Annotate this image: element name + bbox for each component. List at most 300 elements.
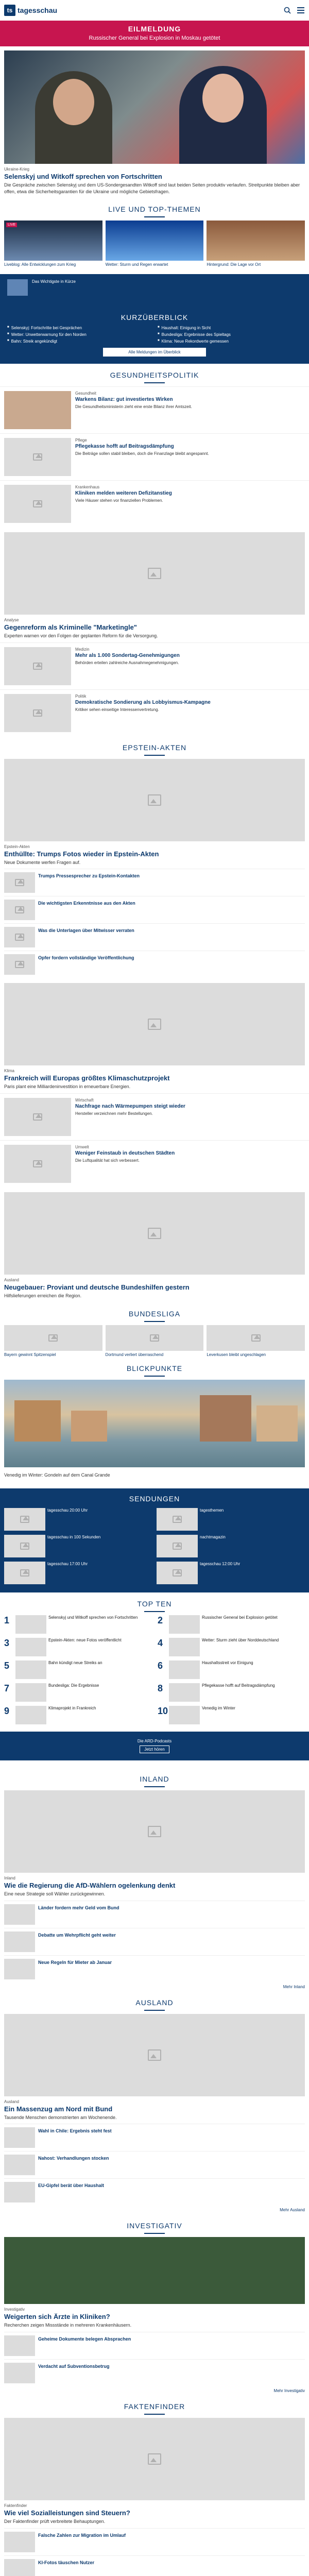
rank-number: 4 [158, 1638, 163, 1649]
bundesliga-strip [0, 1325, 309, 1357]
caption: tagesschau in 100 Sekunden [47, 1535, 101, 1540]
list-item[interactable] [0, 386, 309, 433]
live-caption: Wetter: Sturm und Regen erwartet [105, 262, 168, 267]
caption: Wetter: Sturm zieht über Norddeutschland [202, 1638, 279, 1643]
topline: Epstein-Akten [4, 844, 30, 849]
headline[interactable]: Nachfrage nach Wärmepumpen steigt wieder [75, 1103, 185, 1109]
sendung-card[interactable] [4, 1535, 152, 1557]
feature-image[interactable] [4, 2237, 305, 2304]
overview-thumbnail [7, 279, 28, 296]
article-thumbnail [169, 1660, 200, 1679]
image-placeholder-icon [33, 453, 42, 461]
feature-image[interactable] [4, 759, 305, 841]
bundesliga-title: BUNDESLIGA [128, 1309, 181, 1318]
sendung-card[interactable] [157, 1562, 305, 1584]
topten-item[interactable] [4, 1706, 151, 1724]
teaser: Eine neue Strategie soll Wähler zurückgewinnen. [4, 1891, 106, 1897]
topline: Ausland [4, 1277, 19, 1282]
headline[interactable]: Neugebauer: Proviant und deutsche Bundeshilfen gestern [4, 1283, 190, 1291]
image-placeholder-icon [15, 906, 24, 913]
title-rule [144, 1786, 165, 1787]
list-item[interactable] [4, 2124, 305, 2151]
menu-icon[interactable] [297, 6, 305, 14]
headline[interactable]: Enthüllte: Trumps Fotos wieder in Epstein-Akten [4, 850, 159, 858]
live-caption: Hintergrund: Die Lage vor Ort [207, 262, 261, 267]
blickpunkte-title: BLICKPUNKTE [126, 1364, 183, 1372]
teaser: Der Faktenfinder prüft verbreitete Behauptungen. [4, 2518, 106, 2524]
overview-top-text: Das Wichtigste in Kürze [32, 279, 76, 284]
title-rule [144, 755, 165, 756]
topline: Wirtschaft [75, 1097, 94, 1103]
list-item[interactable] [4, 2528, 305, 2555]
breaking-news-banner[interactable] [0, 21, 309, 46]
caption: tagesthemen [200, 1508, 224, 1513]
image-placeholder-icon [251, 1334, 261, 1342]
list-item[interactable] [4, 896, 305, 923]
small-list [0, 2332, 309, 2386]
article-thumbnail [4, 2559, 35, 2576]
headline[interactable]: Verdacht auf Subventionsbetrug [38, 2363, 110, 2369]
small-list [0, 2124, 309, 2206]
section-title-ausland [0, 1991, 309, 2014]
live-title: LIVE UND TOP-THEMEN [108, 205, 201, 214]
more-investigativ-link[interactable]: Mehr Investigativ [273, 2388, 305, 2393]
topten-item[interactable] [158, 1638, 305, 1656]
headline[interactable]: Gegenreform als Kriminelle "Marketingle" [4, 623, 137, 632]
teaser: Behörden erteilen zahlreiche Ausnahmegenehmigungen. [75, 660, 179, 665]
article-thumbnail [4, 2363, 35, 2383]
gallery-image-venice[interactable] [4, 1380, 305, 1467]
article-thumbnail [15, 1706, 46, 1724]
caption: Venedig im Winter [202, 1706, 235, 1711]
spacer [0, 978, 309, 983]
feature-story[interactable] [0, 2096, 309, 2124]
rank-number: 3 [4, 1638, 10, 1649]
teaser: Kritiker sehen einseitige Interessenvertretung. [75, 707, 159, 712]
overview-all-button[interactable]: Alle Meldungen im Überblick [103, 348, 206, 357]
top-story-teaser: Die Gespräche zwischen Selenskyj und dem US-Sondergesandten Witkoff sind laut beiden Seiten produktiv verlaufen. Streitpunkte bleiben aber offen, etwa die Sicherheitsgarantien für die Ukraine und mögliche Gebietsfragen. [4, 182, 300, 194]
topline: Klima [4, 1069, 15, 1074]
small-list [0, 2528, 309, 2576]
article-thumbnail [4, 2182, 35, 2202]
topten-item[interactable] [4, 1660, 151, 1679]
image-placeholder-icon [148, 1019, 161, 1030]
feature-image[interactable] [4, 2418, 305, 2500]
article-thumbnail [4, 694, 71, 732]
list-body [75, 647, 180, 685]
feature-story[interactable] [0, 2500, 309, 2528]
article-thumbnail [4, 485, 71, 523]
teaser: Neue Dokumente werfen Fragen auf. [4, 859, 81, 865]
live-strip [0, 221, 309, 267]
caption: Bundesliga: Die Ergebnisse [48, 1683, 99, 1688]
sendungen-grid [4, 1508, 305, 1584]
image-placeholder-icon [173, 1543, 182, 1550]
topline: Pflege [75, 438, 87, 443]
headline[interactable]: Wahl in Chile: Ergebnis steht fest [38, 2128, 112, 2134]
article-thumbnail [4, 438, 71, 476]
overview-item[interactable]: ■ Wetter: Unwetterwarnung für den Norden [7, 332, 151, 337]
list-item[interactable] [0, 1140, 309, 1187]
list-item[interactable] [4, 2359, 305, 2386]
article-thumbnail [15, 1683, 46, 1702]
top-story[interactable] [0, 164, 309, 198]
section-title-bundesliga [0, 1302, 309, 1325]
image-placeholder-icon [20, 1543, 29, 1550]
caption: Bayern gewinnt Spitzenspiel [4, 1352, 56, 1357]
section-title-inland [0, 1768, 309, 1790]
list-item[interactable] [4, 2151, 305, 2178]
live-image [106, 221, 204, 261]
headline[interactable]: Pflegekasse hofft auf Beitragsdämpfung [75, 444, 174, 450]
caption: Pflegekasse hofft auf Beitragsdämpfung [202, 1683, 275, 1688]
sendung-card[interactable] [157, 1535, 305, 1557]
headline[interactable]: Geheime Dokumente belegen Absprachen [38, 2336, 131, 2342]
article-thumbnail [4, 2127, 35, 2148]
feature-image[interactable] [4, 532, 305, 615]
list-body [75, 694, 211, 732]
small-list [0, 869, 309, 978]
feature-story[interactable] [0, 1275, 309, 1302]
topten-item[interactable] [158, 1660, 305, 1679]
teaser: Viele Häuser stehen vor finanziellen Problemen. [75, 498, 163, 503]
article-thumbnail [169, 1706, 200, 1724]
live-caption: Liveblog: Alle Entwicklungen zum Krieg [4, 262, 76, 267]
list-item[interactable] [4, 1955, 305, 1982]
image-placeholder-icon [33, 709, 42, 717]
image-placeholder-icon [150, 1334, 159, 1342]
list-item[interactable] [0, 480, 309, 527]
article-thumbnail [157, 1535, 198, 1557]
article-thumbnail [4, 900, 35, 920]
headline[interactable]: Die wichtigsten Erkenntnisse aus den Akten [38, 901, 135, 906]
title-rule [144, 2010, 165, 2011]
building [14, 1400, 61, 1442]
gallery-caption [0, 1467, 309, 1482]
headline[interactable]: Demokratische Sondierung als Lobbyismus-Kampagne [75, 699, 211, 705]
teaser: Die Gesundheitsministerin zieht eine erste Bilanz ihrer Amtszeit. [75, 404, 192, 410]
caption: Dortmund verliert überraschend [105, 1352, 164, 1357]
topline: Inland [4, 1876, 15, 1881]
top-story-topline: Ukraine-Krieg [4, 167, 29, 172]
list-item[interactable] [0, 689, 309, 736]
article-thumbnail [4, 647, 71, 685]
bundesliga-card[interactable] [106, 1325, 204, 1357]
image-placeholder-icon [148, 794, 161, 806]
article-thumbnail [4, 1904, 35, 1925]
topline: Investigativ [4, 2307, 25, 2312]
feature-story[interactable] [0, 615, 309, 642]
headline[interactable]: Ein Massenzug am Nord mit Bund [4, 2105, 113, 2113]
rank-number: 2 [158, 1615, 163, 1626]
logo-mark: ts [4, 5, 15, 16]
bundesliga-card[interactable] [4, 1325, 102, 1357]
topten-item[interactable] [158, 1706, 305, 1724]
caption: tagesschau 17:00 Uhr [47, 1562, 88, 1567]
article-thumbnail [4, 1959, 35, 1979]
sendungen-box [0, 1488, 309, 1592]
article-thumbnail [169, 1638, 200, 1656]
topten-item[interactable] [4, 1638, 151, 1656]
caption: Haushaltsstreit vor Einigung [202, 1660, 253, 1666]
list-item[interactable] [4, 2555, 305, 2576]
logo[interactable] [4, 5, 57, 16]
article-thumbnail [157, 1508, 198, 1531]
article-thumbnail [15, 1638, 46, 1656]
image-placeholder-icon [33, 1160, 42, 1167]
live-card[interactable] [106, 221, 204, 267]
topline: Analyse [4, 618, 19, 623]
topten-item[interactable] [158, 1683, 305, 1702]
overview-item[interactable]: ■ Haushalt: Einigung in Sicht [158, 326, 302, 330]
list-item[interactable] [4, 1928, 305, 1955]
topten-list [0, 1615, 309, 1724]
feature-story[interactable] [0, 1065, 309, 1093]
article-thumbnail [4, 2155, 35, 2175]
title-rule [144, 2414, 165, 2415]
image-placeholder-icon [173, 1516, 182, 1523]
list-item[interactable] [4, 1901, 305, 1928]
headline[interactable]: Wie die Regierung die AfD-Wählern ogelenkung denkt [4, 1882, 176, 1890]
site-header [0, 0, 309, 21]
ausland-title: AUSLAND [135, 1998, 174, 2007]
article-thumbnail [207, 1325, 305, 1351]
more-inland-link[interactable]: Mehr Inland [283, 1984, 305, 1989]
article-thumbnail [169, 1683, 200, 1702]
topline: Medizin [75, 647, 90, 652]
image-placeholder-icon [33, 663, 42, 670]
live-image [207, 221, 305, 261]
article-thumbnail [4, 954, 35, 975]
list-item[interactable] [4, 2178, 305, 2206]
investigativ-title: INVESTIGATIV [127, 2222, 182, 2230]
sendung-card[interactable] [157, 1508, 305, 1531]
image-placeholder-icon [148, 1228, 161, 1239]
rank-number: 7 [4, 1683, 10, 1694]
headline[interactable]: Opfer fordern vollständige Veröffentlichung [38, 955, 134, 961]
topline: Gesundheit [75, 391, 96, 396]
article-thumbnail [106, 1325, 204, 1351]
sendung-card[interactable] [4, 1508, 152, 1531]
header-icons [283, 6, 305, 14]
headline[interactable]: KI-Fotos täuschen Nutzer [38, 2560, 95, 2565]
article-thumbnail [4, 1562, 45, 1584]
bundesliga-card[interactable] [207, 1325, 305, 1357]
overview-list [7, 326, 302, 344]
caption: Epstein-Akten: neue Fotos veröffentlicht [48, 1638, 122, 1643]
image-placeholder-icon [15, 961, 24, 968]
overview-item[interactable]: ■ Bundesliga: Ergebnisse des Spieltags [158, 332, 302, 337]
topline: Krankenhaus [75, 485, 100, 490]
breaking-text: Russischer General bei Explosion in Moskau getötet [89, 35, 220, 41]
section-title-blickpunkte [0, 1357, 309, 1380]
epstein-title: EPSTEIN-AKTEN [122, 743, 187, 752]
list-body [75, 1098, 185, 1136]
hero-face-right [202, 74, 244, 123]
live-badge: LIVE [6, 223, 17, 227]
banner-button[interactable]: Jetzt hören [140, 1745, 169, 1753]
teaser: Die Beiträge sollen stabil bleiben, doch die Finanzlage bleibt angespannt. [75, 451, 209, 456]
top-story-image[interactable] [4, 50, 305, 164]
topten-item[interactable] [158, 1615, 305, 1634]
sendungen-title: SENDUNGEN [129, 1495, 180, 1503]
image-placeholder-icon [148, 2453, 161, 2465]
teaser: Die Luftqualität hat sich verbessert. [75, 1158, 140, 1163]
headline[interactable]: Kliniken melden weiteren Defizitanstieg [75, 490, 172, 497]
inland-title: INLAND [140, 1775, 169, 1784]
building [200, 1395, 251, 1442]
caption: tagesschau 20:00 Uhr [47, 1508, 88, 1513]
list-item[interactable] [4, 923, 305, 951]
list-body [75, 438, 209, 476]
topten-item[interactable] [4, 1683, 151, 1702]
article-thumbnail [4, 927, 35, 947]
teaser: Hilfslieferungen erreichen die Region. [4, 1293, 82, 1298]
list-body [75, 1145, 175, 1183]
title-rule [144, 1321, 165, 1322]
title-rule [144, 1376, 165, 1377]
headline[interactable]: Wie viel Sozialleistungen sind Steuern? [4, 2509, 130, 2517]
headline[interactable]: Was die Unterlagen über Mitwisser verraten [38, 928, 134, 934]
list-body [75, 391, 192, 429]
image-placeholder-icon [15, 934, 24, 941]
building [256, 1405, 298, 1442]
building [71, 1411, 107, 1442]
section-title-epstein [0, 736, 309, 759]
feature-story[interactable] [0, 2304, 309, 2332]
headline[interactable]: Neue Regeln für Mieter ab Januar [38, 1959, 112, 1965]
gesundheit-title: GESUNDHEITSPOLITIK [110, 371, 199, 380]
teaser: Hersteller verzeichnen mehr Bestellungen. [75, 1111, 153, 1116]
caption-text: Venedig im Winter: Gondeln auf dem Canal Grande [4, 1472, 110, 1478]
headline[interactable]: Debatte um Wehrpflicht geht weiter [38, 1932, 116, 1938]
headline[interactable]: Falsche Zahlen zur Migration im Umlauf [38, 2532, 126, 2538]
image-placeholder-icon [20, 1516, 29, 1523]
list-body [75, 485, 172, 523]
feature-image[interactable] [4, 1192, 305, 1275]
overview-item[interactable]: ■ Bahn: Streik angekündigt [7, 339, 151, 344]
headline[interactable]: Mehr als 1.000 Sondertag-Genehmigungen [75, 652, 180, 658]
title-rule [144, 1611, 165, 1612]
article-thumbnail [157, 1562, 198, 1584]
teaser: Paris plant eine Milliardeninvestition in erneuerbare Energien. [4, 1084, 131, 1090]
feature-image[interactable] [4, 1790, 305, 1873]
list-item[interactable] [0, 433, 309, 480]
list-item[interactable] [4, 869, 305, 896]
title-rule [144, 382, 165, 383]
headline[interactable]: Länder fordern mehr Geld vom Bund [38, 1905, 119, 1910]
rank-number: 1 [4, 1615, 10, 1626]
list-item[interactable] [0, 1093, 309, 1140]
live-card[interactable] [4, 221, 102, 267]
breaking-label: EILMELDUNG [128, 25, 181, 33]
list-item[interactable] [4, 951, 305, 978]
search-icon[interactable] [283, 6, 291, 14]
image-placeholder-icon [148, 2049, 161, 2061]
feature-story[interactable] [0, 841, 309, 869]
topline: Politik [75, 693, 87, 699]
image-placeholder-icon [20, 1569, 29, 1577]
rank-number: 5 [4, 1660, 10, 1671]
topline: Umwelt [75, 1144, 89, 1149]
article-thumbnail [4, 1145, 71, 1183]
feature-image[interactable] [4, 983, 305, 1065]
faktenfinder-title: FAKTENFINDER [124, 2402, 185, 2411]
headline[interactable]: Nahost: Verhandlungen stocken [38, 2156, 109, 2161]
rank-number: 10 [158, 1706, 168, 1717]
caption: nachtmagazin [200, 1535, 226, 1540]
live-image [4, 221, 102, 261]
overview-box [0, 274, 309, 364]
article-thumbnail [15, 1660, 46, 1679]
podcast-banner [0, 1732, 309, 1760]
caption: Leverkusen bleibt ungeschlagen [207, 1352, 266, 1357]
title-rule [144, 2233, 165, 2234]
overview-title: KURZÜBERBLICK [121, 313, 188, 322]
list-item[interactable] [0, 642, 309, 689]
headline[interactable]: Weigerten sich Ärzte in Kliniken? [4, 2313, 110, 2321]
small-list [0, 1901, 309, 1982]
live-card[interactable] [207, 221, 305, 267]
caption: Bahn kündigt neue Streiks an [48, 1660, 102, 1666]
topten-item[interactable] [4, 1615, 151, 1634]
list-item[interactable] [4, 2332, 305, 2359]
top-story-headline[interactable]: Selenskyj und Witkoff sprechen von Fortschritten [4, 173, 162, 180]
caption: Klimaprojekt in Frankreich [48, 1706, 96, 1711]
image-placeholder-icon [173, 1569, 182, 1577]
section-title-topten [0, 1592, 309, 1615]
rank-number: 9 [4, 1706, 10, 1717]
headline[interactable]: Frankreich will Europas größtes Klimaschutzprojekt [4, 1074, 170, 1082]
article-thumbnail [4, 1325, 102, 1351]
overview-item[interactable]: ■ Selenskyj: Fortschritte bei Gesprächen [7, 326, 151, 330]
article-thumbnail [4, 391, 71, 429]
article-thumbnail [4, 1098, 71, 1136]
article-thumbnail [15, 1615, 46, 1634]
spacer [0, 1187, 309, 1192]
topline: Faktenfinder [4, 2503, 27, 2508]
topline: Ausland [4, 2099, 19, 2104]
headline[interactable]: Weniger Feinstaub in deutschen Städten [75, 1150, 175, 1156]
banner-text: Die ARD-Podcasts [137, 1739, 172, 1744]
caption: Selenskyj und Witkoff sprechen von Fortschritten [48, 1615, 138, 1620]
article-thumbnail [4, 1931, 35, 1952]
section-title-faktenfinder [0, 2395, 309, 2418]
caption: tagesschau 12:00 Uhr [200, 1562, 241, 1567]
article-thumbnail [4, 1535, 45, 1557]
headline[interactable]: EU-Gipfel berät über Haushalt [38, 2183, 105, 2189]
section-title-live [0, 198, 309, 221]
overview-top[interactable] [7, 279, 302, 296]
headline[interactable]: Warkens Bilanz: gut investiertes Wirken [75, 397, 173, 403]
hero-face-left [53, 79, 94, 125]
feature-story[interactable] [0, 1873, 309, 1901]
article-thumbnail [4, 2532, 35, 2552]
feature-image[interactable] [4, 2014, 305, 2096]
logo-text: tagesschau [18, 6, 58, 14]
headline[interactable]: Trumps Pressesprecher zu Epstein-Kontakten [38, 873, 140, 879]
image-placeholder-icon [33, 1113, 42, 1121]
image-placeholder-icon [148, 568, 161, 579]
rank-number: 6 [158, 1660, 163, 1671]
teaser: Experten warnen vor den Folgen der geplanten Reform für die Versorgung. [4, 633, 158, 639]
title-rule [144, 216, 165, 217]
more-ausland-link[interactable]: Mehr Ausland [280, 2208, 305, 2213]
article-thumbnail [4, 872, 35, 893]
sendung-card[interactable] [4, 1562, 152, 1584]
overview-item[interactable]: ■ Klima: Neue Rekordwerte gemessen [158, 339, 302, 344]
article-thumbnail [4, 1508, 45, 1531]
